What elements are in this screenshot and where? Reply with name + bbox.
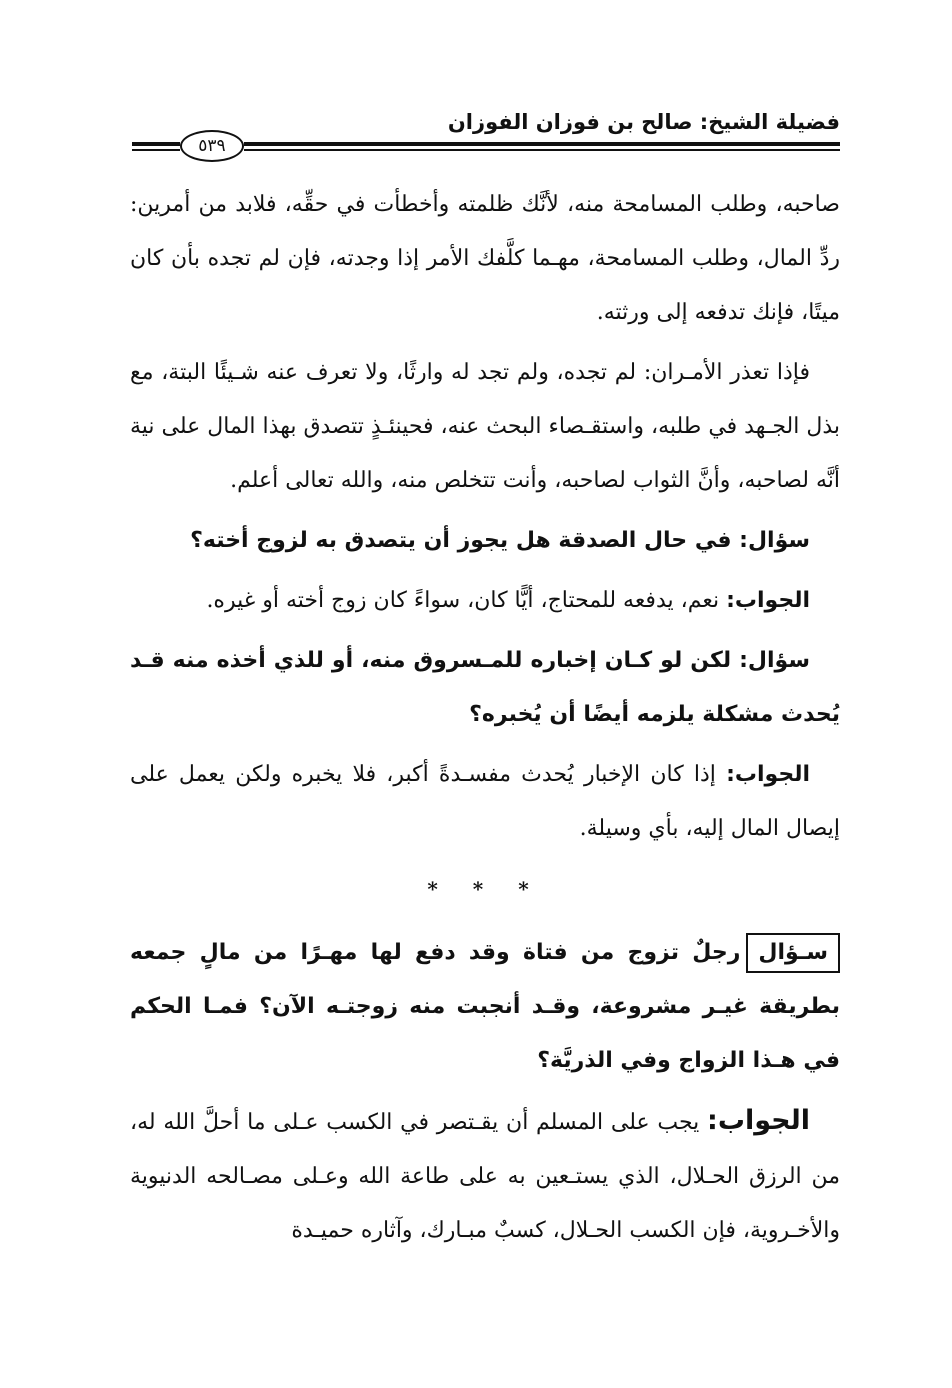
answer-1-label: الجواب: (726, 588, 810, 613)
answer-1-text: نعم، يدفعه للمحتاج، أيًّا كان، سواءً كان زوج أخته أو غيره. (206, 588, 720, 613)
answer-3-label: الجواب: (707, 1105, 810, 1136)
question-3-text: رجلٌ تزوج من فتاة وقد دفع لها مهـرًا من مالٍ جمعه بطريقة غيـر مشروعة، وقـد أنجبت منه زوجتـه الآن؟ فمـا الحكم في هـذا الزواج وفي الذريَّة؟ (130, 940, 840, 1073)
page-number: ٥٣٩ (180, 130, 244, 162)
question-2: سؤال: لكن لو كـان إخباره للمـسروق منه، أو للذي أخذه منه قـد يُحدث مشكلة يلزمه أيضًا أن يُخبره؟ (130, 648, 840, 727)
answer-1 (130, 574, 840, 628)
header-rule-left-thin (132, 149, 180, 151)
question-3 (130, 926, 840, 1088)
header-rule-left-thick (132, 142, 180, 146)
answer-3-text: يجب على المسلم أن يقـتصر في الكسب عـلى ما أحلَّ الله له، من الرزق الحـلال، الذي يستـعين به على طاعة الله وعـلى مصـالحه الدنيوية والأخـروية، فإن الكسب الحـلال، كسبٌ مبـارك، وآثاره حميـدة (130, 1110, 840, 1243)
question-3-label-box: سـؤال (746, 933, 840, 973)
header-rule-right-thin (244, 149, 840, 151)
running-header-title: فضيلة الشيخ: صالح بن فوزان الفوزان (447, 110, 840, 134)
question-1: سؤال: في حال الصدقة هل يجوز أن يتصدق به لزوج أخته؟ (190, 528, 810, 553)
answer-2 (130, 748, 840, 856)
answer-2-text: إذا كان الإخبار يُحدث مفسـدةً أكبر، فلا يخبره ولكن يعمل على إيصال المال إليه، بأي وسيلة. (130, 762, 840, 841)
section-separator: * * * (427, 877, 543, 901)
header-rule-right-thick (244, 142, 840, 146)
paragraph-1: صاحبه، وطلب المسامحة منه، لأنَّك ظلمته وأخطأت في حقِّه، فلابد من أمرين: ردِّ المال، وطلب المسامحة، مهـما كلَّفك الأمر إذا وجدته، فإن لم تجده بأن كان ميتًا، فإنك تدفعه إلى ورثته. (130, 192, 840, 325)
body-text (130, 178, 840, 1264)
paragraph-2: فإذا تعذر الأمـران: لم تجده، ولم تجد له وارثًا، ولا تعرف عنه شـيئًا البتة، مع بذل الجـهد في طلبه، واستقـصاء البحث عنه، فحينئـذٍ تتصدق بهذا المال على نية أنَّه لصاحبه، وأنَّ الثواب لصاحبه، وأنت تتخلص منه، والله تعالى أعلم. (130, 360, 840, 493)
answer-2-label: الجواب: (726, 762, 810, 787)
answer-3 (130, 1094, 840, 1258)
